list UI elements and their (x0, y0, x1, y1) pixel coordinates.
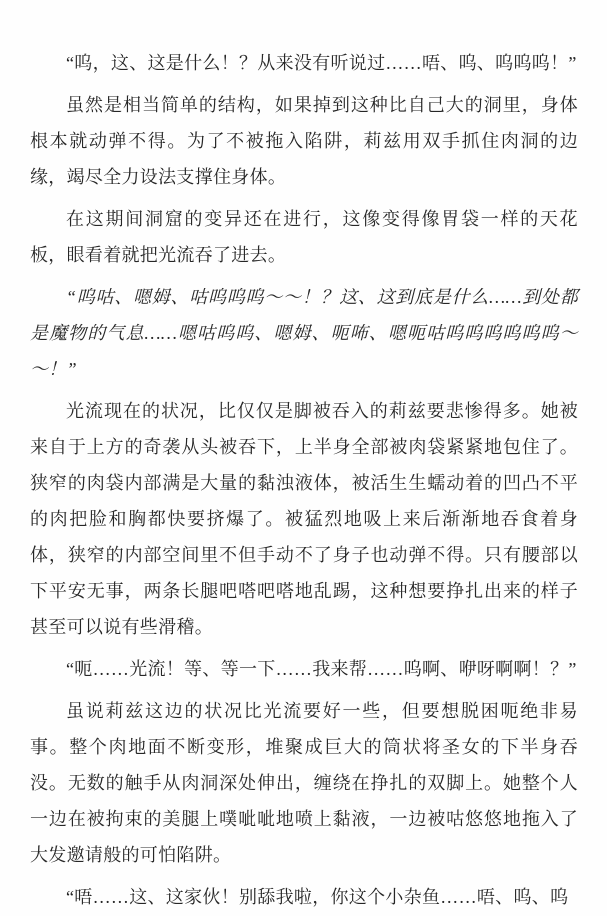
paragraph-narration: 光流现在的状况，比仅仅是脚被吞入的莉兹要悲惨得多。她被来自于上方的奇袭从头被吞下，上半身全部被肉袋紧紧地包住了。狭窄的肉袋内部满是大量的黏浊液体，被活生生蠕动着的凹凸不平的肉把脸和胸都快要挤爆了。被猛烈地吸上来后渐渐地吞食着身体，狭窄的内部空间里不但手动不了身子也动弹不得。只有腰部以下平安无事，两条长腿吧嗒吧嗒地乱踢，这种想要挣扎出来的样子甚至可以说有些滑稽。 (30, 401, 578, 637)
paragraph-narration: 在这期间洞窟的变异还在进行，这像变得像胃袋一样的天花板，眼看着就把光流吞了进去。 (30, 209, 578, 265)
paragraph-dialogue: “呃……光流！等、等一下……我来帮……呜啊、咿呀啊啊！？” (66, 659, 577, 679)
paragraph-narration: 虽然是相当简单的结构，如果掉到这种比自己大的洞里，身体根本就动弹不得。为了不被拖入陷阱，莉兹用双手抓住肉洞的边缘，竭尽全力设法支撑住身体。 (30, 95, 578, 187)
paragraph-dialogue: “呜，这、这是什么！？从来没有听说过……唔、呜、呜呜呜！” (66, 53, 577, 73)
paragraph-dialogue: “唔……这、这家伙！别舔我啦，你这个小杂鱼……唔、呜、呜 (66, 887, 569, 907)
paragraph-dialogue-italic: “呜咕、嗯姆、咕呜呜呜～～！？这、这到底是什么……到处都是魔物的气息……嗯咕呜呜、嗯姆、呃咘、嗯呃咕呜呜呜呜呜呜～～！” (30, 287, 578, 379)
paragraph-narration: 虽说莉兹这边的状况比光流要好一些，但要想脱困呃绝非易事。整个肉地面不断变形，堆聚成巨大的筒状将圣女的下半身吞没。无数的触手从肉洞深处伸出，缠绕在挣扎的双脚上。她整个人一边在被拘束的美腿上噗呲呲地喷上黏液，一边被咕悠悠地拖入了大发邀请般的可怕陷阱。 (30, 701, 578, 865)
